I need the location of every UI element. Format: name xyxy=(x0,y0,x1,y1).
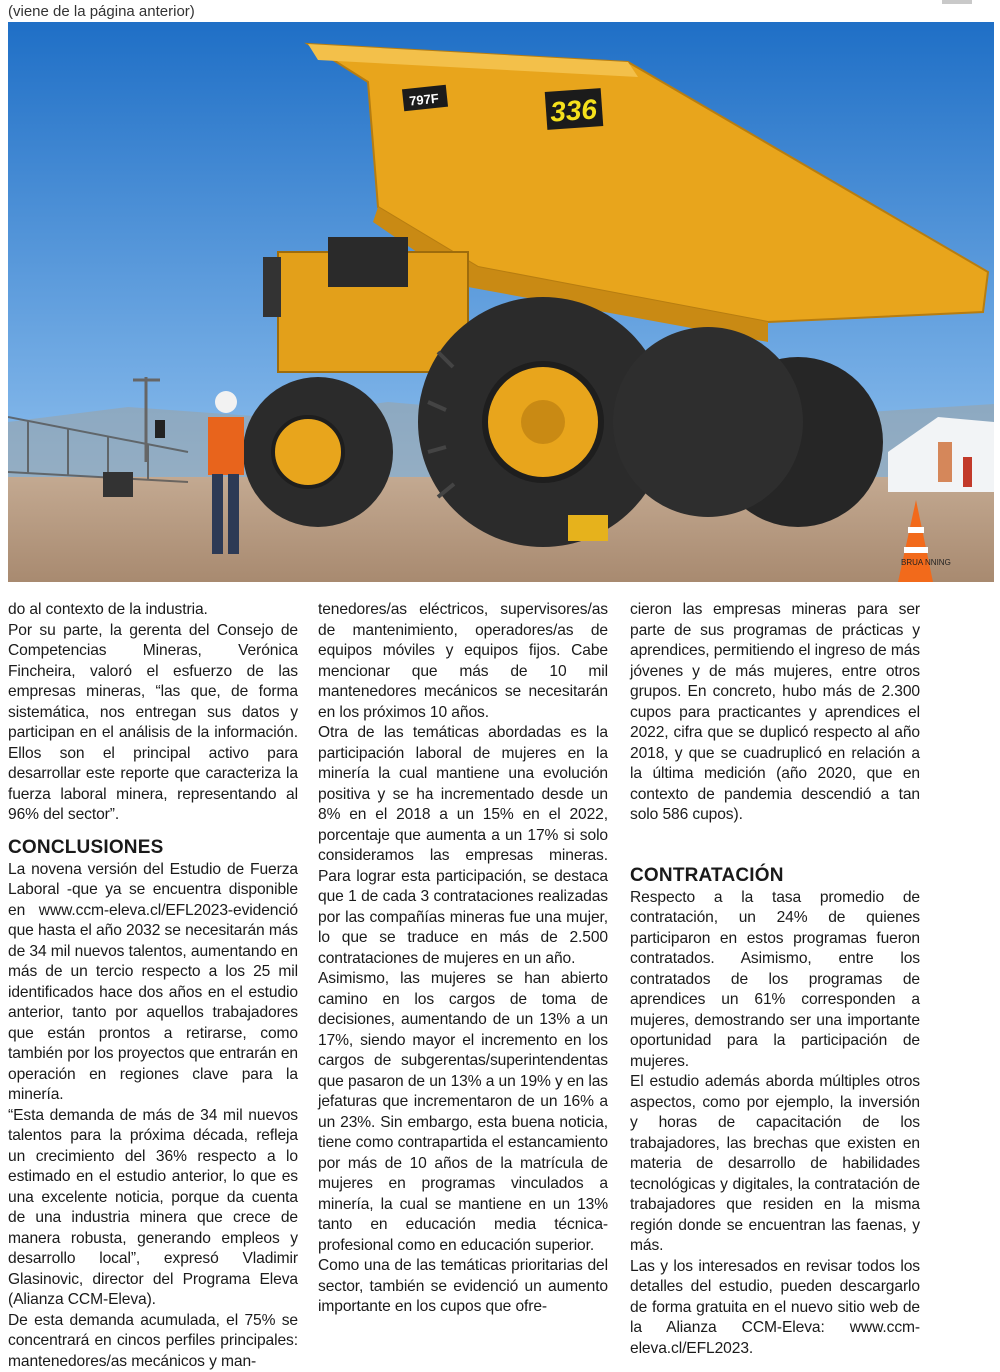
section-heading-contratacion: CONTRATACIÓN xyxy=(630,864,920,888)
paragraph: El estudio además aborda múltiples otros aspectos, como por ejemplo, la inversión y horas de capacitación de los trabajadores, las brechas que existen en materia de desarrollo de habilidades tecnológicas y digitales, la contratación de trabajadores que residen en la misma región donde se encuentran las faenas, y más. xyxy=(630,1072,920,1257)
paragraph: Asimismo, las mujeres se han abierto camino en los cargos de toma de decisiones, aumentando de un 13% a un 17%, siendo mayor el incremento en los cargos de subgerentas/superintendentas que pasaron de un 13% a un 19% y en las jefaturas que incrementaron de un 16% a un 23%. Sin embargo, esta buena noticia, tiene como contrapartida el estancamiento por más de 10 años de la matrícula de mujeres en programas vinculados a minería, la cual se mantiene en un 13% tanto en educación media técnica-profesional como en educación superior. xyxy=(318,969,608,1256)
paragraph: Otra de las temáticas abordadas es la participación laboral de mujeres en la minería la cual mantiene una evolución positiva y se ha incrementado desde un 8% en el 2018 a un 15% en el 2022, porcentaje que aumenta a un 17% si solo consideramos las empresas mineras. Para lograr esta participación, se destaca que 1 de cada 3 contrataciones realizadas por las compañías mineras fue una mujer, lo que se traduce en más de 2.500 contrataciones de mujeres en un año. xyxy=(318,723,608,969)
mining-haul-truck-photo-icon xyxy=(8,22,994,582)
paragraph: “Esta demanda de más de 34 mil nuevos talentos para la próxima década, refleja un crecimiento del 36% respecto a lo estimado en el estudio anterior, lo que es una excelente noticia, porque da cuenta de una industria minera que crece de manera robusta, generando empleos y desarrollo local”, expresó Vladimir Glasinovic, director del Programa Eleva (Alianza CCM-Eleva). xyxy=(8,1106,298,1311)
cone-text: BRUA NNING xyxy=(901,558,951,567)
paragraph: Las y los interesados en revisar todos los detalles del estudio, pueden descargarlo de forma gratuita en el nuevo sitio web de la Alianza CCM-Eleva: www.ccm-eleva.cl/EFL2023. xyxy=(630,1257,920,1360)
section-heading-conclusiones: CONCLUSIONES xyxy=(8,836,298,860)
paragraph: cieron las empresas mineras para ser parte de sus programas de prácticas y aprendices, permitiendo el ingreso de más jóvenes y de más mujeres, entre otros grupos. En concreto, hubo más de 2.300 cupos para practicantes y aprendices el 2022, cifra que se duplicó respecto al año 2018, y que se cuadruplicó en relación a la última medición (año 2020, que en contexto de pandemia descendió a tan solo 586 cupos). xyxy=(630,600,920,826)
paragraph: Respecto a la tasa promedio de contratación, un 24% de quienes participaron en estos programas fueron contratados. Asimismo, entre los contratados de los programas de aprendices un 61% corresponden a mujeres, demostrando ser una importante oportunidad para la participación de mujeres. xyxy=(630,888,920,1073)
haul-truck-photo xyxy=(8,22,994,582)
page-corner-mark xyxy=(942,0,972,4)
paragraph: De esta demanda acumulada, el 75% se concentrará en cincos perfiles principales: mantenedores/as mecánicos y man- xyxy=(8,1311,298,1372)
paragraph: tenedores/as eléctricos, supervisores/as de mantenimiento, operadores/as de equipos móviles y equipos fijos. Cabe mencionar que más de 10 mil mantenedores mecánicos se necesitarán en los próximos 10 años. xyxy=(318,600,608,723)
paragraph: Como una de las temáticas prioritarias del sector, también se evidenció un aumento importante en los cupos que ofre- xyxy=(318,1256,608,1318)
article-column-2 xyxy=(318,600,608,1318)
truck-model-label: 797F xyxy=(408,91,439,109)
paragraph: La novena versión del Estudio de Fuerza Laboral -que ya se encuentra disponible en www.ccm-eleva.cl/EFL2023-evidenció que hasta el año 2032 se necesitarán más de 34 mil nuevos talentos, aumentando en más de un tercio respecto a los 25 mil identificados hace dos años en el estudio anterior, tanto por aquellos trabajadores que están prontos a retirarse, como también por los proyectos que entrarán en operación en regiones clave para la minería. xyxy=(8,860,298,1106)
truck-number-label: 336 xyxy=(549,93,598,127)
paragraph: do al contexto de la industria. xyxy=(8,600,298,621)
continued-from-previous-page: (viene de la página anterior) xyxy=(8,3,195,20)
article-column-1 xyxy=(8,600,298,1372)
article-column-3 xyxy=(630,600,920,1359)
paragraph: Por su parte, la gerenta del Consejo de Competencias Mineras, Verónica Fincheira, valoró el esfuerzo de las empresas mineras, “las que, de forma sistemática, nos entregan sus datos y participan en el análisis de la información. Ellos son el principal activo para desarrollar este reporte que caracteriza la fuerza laboral minera, representando al 96% del sector”. xyxy=(8,621,298,826)
